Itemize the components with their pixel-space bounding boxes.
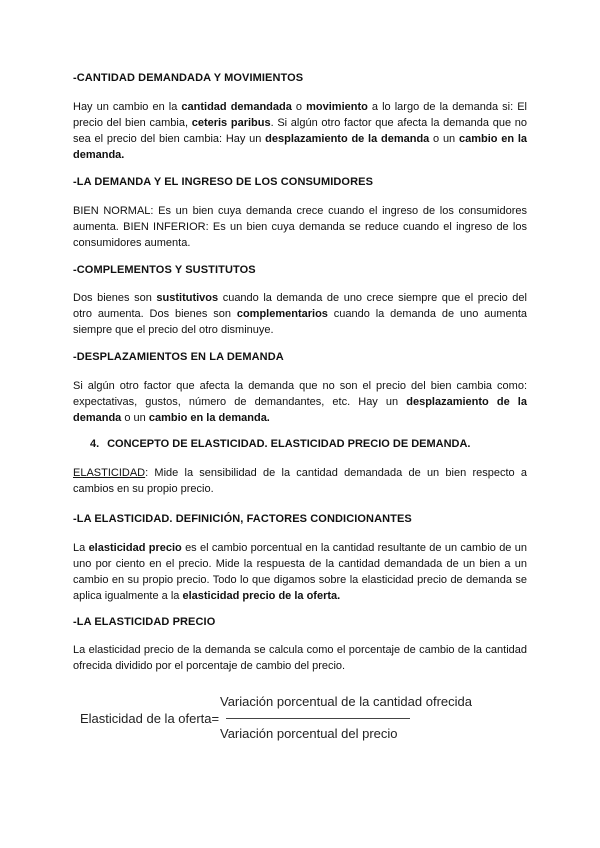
heading-complementos-sustitutos: -COMPLEMENTOS Y SUSTITUTOS [73, 264, 256, 276]
formula-denominator: Variación porcentual del precio [220, 726, 398, 741]
paragraph-elasticidad-definicion: ELASTICIDAD: Mide la sensibilidad de la cantidad demandada de un bien respecto a cambios en su propio precio. [73, 467, 527, 495]
paragraph-complementos-sustitutos: Dos bienes son sustitutivos cuando la demanda de uno crece siempre que el precio del otro aumenta. Dos bienes son complementarios cuando la demanda de uno aumenta siempre que el precio del otro disminuye. [73, 292, 527, 336]
elasticity-formula [80, 690, 500, 750]
heading-desplazamientos: -DESPLAZAMIENTOS EN LA DEMANDA [73, 351, 284, 363]
heading-elasticidad-precio: -LA ELASTICIDAD PRECIO [73, 616, 216, 628]
heading-elasticidad-factores: -LA ELASTICIDAD. DEFINICIÓN, FACTORES CONDICIONANTES [73, 513, 412, 525]
paragraph-desplazamientos: Si algún otro factor que afecta la demanda que no son el precio del bien cambia como: expectativas, gustos, número de demandantes, etc. Hay un desplazamiento de la demanda o un cambio en la demanda. [73, 380, 527, 424]
paragraph-demanda-ingreso: BIEN NORMAL: Es un bien cuya demanda crece cuando el ingreso de los consumidores aumenta. BIEN INFERIOR: Es un bien cuya demanda se reduce cuando el ingreso de los consumidores aumenta. [73, 205, 527, 249]
fraction-bar [226, 718, 410, 719]
formula-label: Elasticidad de la oferta= [80, 711, 220, 726]
formula-numerator: Variación porcentual de la cantidad ofrecida [220, 694, 472, 709]
heading-concepto-elasticidad: 4. CONCEPTO DE ELASTICIDAD. ELASTICIDAD PRECIO DE DEMANDA. [90, 438, 471, 450]
paragraph-elasticidad-precio: La elasticidad precio de la demanda se calcula como el porcentaje de cambio de la cantidad ofrecida dividido por el porcentaje de cambio del precio. [73, 644, 527, 672]
paragraph-elasticidad-factores: La elasticidad precio es el cambio porcentual en la cantidad resultante de un cambio de un uno por ciento en el precio. Mide la respuesta de la cantidad demandada de un bien a un cambio en su propio precio. Todo lo que digamos sobre la elasticidad precio de demanda se aplica igualmente a la elasticidad precio de la oferta. [73, 542, 527, 602]
heading-cantidad-demandada: -CANTIDAD DEMANDADA Y MOVIMIENTOS [73, 72, 304, 84]
heading-demanda-ingreso: -LA DEMANDA Y EL INGRESO DE LOS CONSUMIDORES [73, 176, 374, 188]
paragraph-cantidad-demandada: Hay un cambio en la cantidad demandada o movimiento a lo largo de la demanda si: El precio del bien cambia, ceteris paribus. Si algún otro factor que afecta la demanda que no sea el precio del bien cambia: Hay un desplazamiento de la demanda o un cambio en la demanda. [73, 101, 528, 161]
